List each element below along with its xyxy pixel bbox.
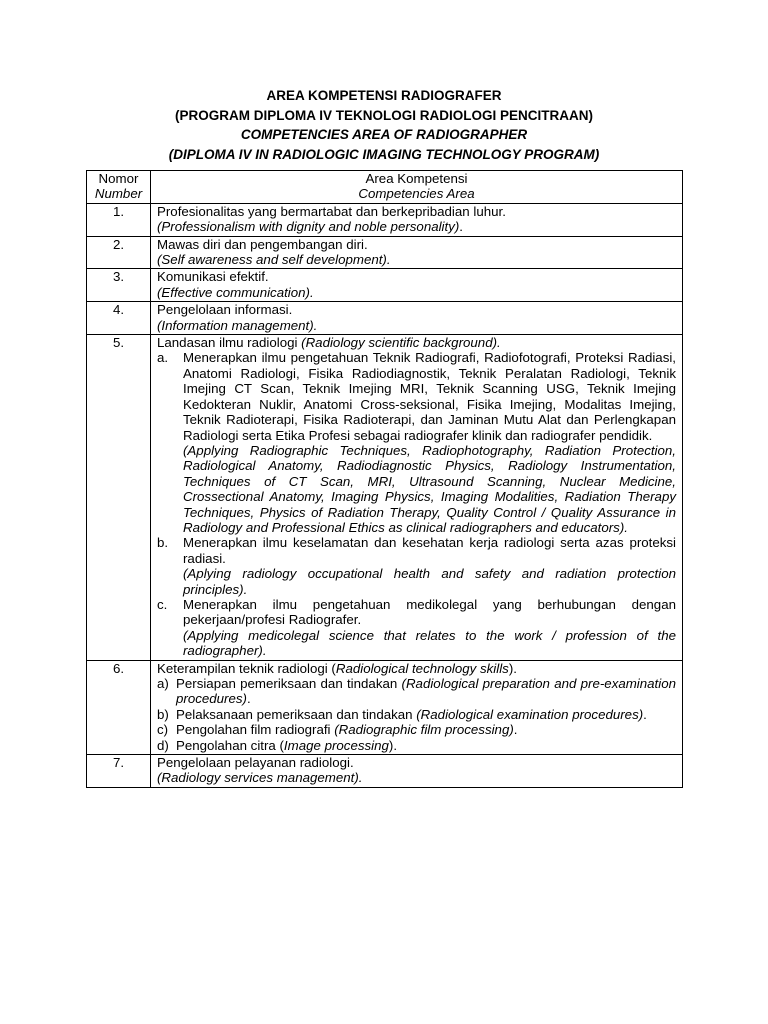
sub-item-text-id: Pengolahan citra ( [176, 737, 284, 753]
sub-item-text-en: (Aplying radiology occupational health and safety and radiation protection principles). [183, 566, 676, 597]
sub-item [157, 597, 676, 659]
row-text-en: (Radiology services management). [157, 770, 363, 786]
sub-item-tail: . [643, 706, 647, 722]
header-area-cell [151, 171, 683, 204]
competency-table [86, 170, 683, 788]
row-number: 5. [87, 335, 151, 661]
header-number: Number [94, 186, 143, 202]
sub-item-tail: ). [388, 737, 398, 753]
sub-item-body [176, 722, 676, 737]
title-line-4: (DIPLOMA IV IN RADIOLOGIC IMAGING TECHNOLOGY PROGRAM) [168, 146, 600, 162]
sub-item-marker: c. [157, 596, 168, 612]
title-line-3: COMPETENCIES AREA OF RADIOGRAPHER [240, 127, 528, 142]
table-row [87, 302, 683, 335]
row-heading [157, 661, 676, 676]
sub-item [157, 676, 676, 707]
row-heading-b: ). [508, 660, 517, 676]
row-heading-en: (Radiology scientific background). [301, 335, 501, 351]
sub-item-marker: a) [157, 676, 169, 691]
title-line-1: AREA KOMPETENSI RADIOGRAFER [266, 88, 502, 103]
row-content [151, 660, 683, 754]
row-content [151, 269, 683, 302]
row-content [151, 203, 683, 236]
table-row [87, 755, 683, 788]
sub-item-marker: b) [157, 706, 169, 722]
table-row [87, 269, 683, 302]
sub-item-text-en: (Radiological preparation and pre-examination procedures) [176, 676, 676, 707]
row-text-en: (Information management). [157, 317, 318, 333]
sub-item-marker: b. [157, 535, 169, 551]
sub-item-text-en: (Applying medicolegal science that relates to the work / profession of the radiographer). [183, 627, 676, 659]
sub-item-text-id: Pengolahan film radiografi [176, 722, 335, 738]
row-number: 2. [87, 236, 151, 269]
table-row [87, 236, 683, 269]
sub-item-text-en: Image processing [283, 737, 389, 753]
row-text-en: (Effective communication). [157, 284, 314, 300]
row-number: 7. [87, 755, 151, 788]
row-number: 1. [87, 203, 151, 236]
row-text-id: Profesionalitas yang bermartabat dan berkepribadian luhur. [157, 203, 506, 219]
table-row [87, 203, 683, 236]
header-nomor: Nomor [98, 171, 139, 186]
table-header-row [87, 171, 683, 204]
row-heading [157, 335, 676, 350]
sub-item-text-id: Menerapkan ilmu pengetahuan Teknik Radiografi, Radiofotografi, Proteksi Radiasi, Anatomi Radiologi, Fisika Radiodiagnostik, Teknik Peralatan Radiologi, Teknik Imejing CT Scan, Teknik Imejing MRI, Teknik Scanning USG, Teknik Imejing Kedokteran Nuklir, Anatomi Cross-seksional, Fisika Imejing, Modalitas Imejing, Teknik Radioterapi, Fisika Radioterapi, dan Jaminan Mutu Alat dan Perlengkapan Radiologi serta Etika Profesi sebagai radiografer klinik dan radiografer pendidik. [183, 350, 676, 443]
sub-item-body [176, 738, 676, 753]
row-text-id: Pengelolaan pelayanan radiologi. [157, 755, 354, 771]
sub-item-body [183, 350, 676, 535]
sub-item-marker: d) [157, 737, 169, 753]
table-row [87, 660, 683, 754]
sub-item [157, 722, 676, 737]
sub-item-text-id: Menerapkan ilmu pengetahuan medikolegal yang berhubungan dengan pekerjaan/profesi Radiografer. [183, 596, 676, 628]
sub-item-text-id: Persiapan pemeriksaan dan tindakan [176, 676, 402, 691]
sub-item-text-id: Pelaksanaan pemeriksaan dan tindakan [176, 706, 417, 722]
row-heading-en: Radiological technology skills [335, 660, 509, 676]
sub-item-body [176, 707, 676, 722]
row-text-id: Pengelolaan informasi. [157, 302, 293, 318]
row-text-en: (Self awareness and self development). [157, 252, 391, 268]
row-content [151, 236, 683, 269]
sub-item [157, 535, 676, 597]
row-text-en-tail: . [459, 219, 463, 235]
sub-item-body [183, 535, 676, 597]
sub-item [157, 350, 676, 535]
row-number: 6. [87, 660, 151, 754]
title-line-2: (PROGRAM DIPLOMA IV TEKNOLOGI RADIOLOGI PENCITRAAN) [175, 107, 593, 123]
sub-item-tail: . [513, 722, 518, 738]
sub-item-tail: . [246, 691, 251, 707]
sub-item [157, 707, 676, 722]
header-number-cell [87, 171, 151, 204]
sub-item-body [176, 676, 676, 707]
sub-item-text-id: Menerapkan ilmu keselamatan dan kesehatan kerja radiologi serta azas proteksi radiasi. [183, 535, 676, 566]
document-title-block [0, 86, 768, 164]
row-heading-id: Landasan ilmu radiologi [157, 335, 302, 351]
row-content [151, 302, 683, 335]
row-number: 3. [87, 269, 151, 302]
row-number: 4. [87, 302, 151, 335]
row-text-id: Komunikasi efektif. [157, 269, 269, 285]
sub-item [157, 738, 676, 753]
row-content [151, 755, 683, 788]
row-content [151, 335, 683, 661]
sub-item-body [183, 597, 676, 659]
row-heading-a: Keterampilan teknik radiologi ( [157, 660, 336, 676]
sub-item-text-en: (Radiographic film processing) [334, 722, 514, 738]
row-text-en-line [157, 219, 676, 234]
sub-item-text-en: (Radiological examination procedures) [416, 706, 644, 722]
row-text-en: (Professionalism with dignity and noble personality) [157, 219, 460, 235]
table-row [87, 335, 683, 661]
sub-item-marker: a. [157, 350, 169, 366]
sub-item-text-en: (Applying Radiographic Techniques, Radiophotography, Radiation Protection, Radiological Anatomy, Radiodiagnostic Physics, Radiology Instrumentation, Techniques of CT Scan, MRI, Ultrasound Scanning, Nuclear Medicine, Crossectional Anatomy, Imaging Physics, Imaging Modalities, Radiation Therapy Techniques, Physics of Radiation Therapy, Quality Control / Quality Assurance in Radiology and Professional Ethics as clinical radiographers and educators). [183, 442, 676, 535]
sub-item-marker: c) [157, 722, 169, 738]
header-area: Area Kompetensi [365, 171, 468, 186]
row-text-id: Mawas diri dan pengembangan diri. [157, 236, 368, 252]
header-area-en: Competencies Area [358, 186, 475, 202]
